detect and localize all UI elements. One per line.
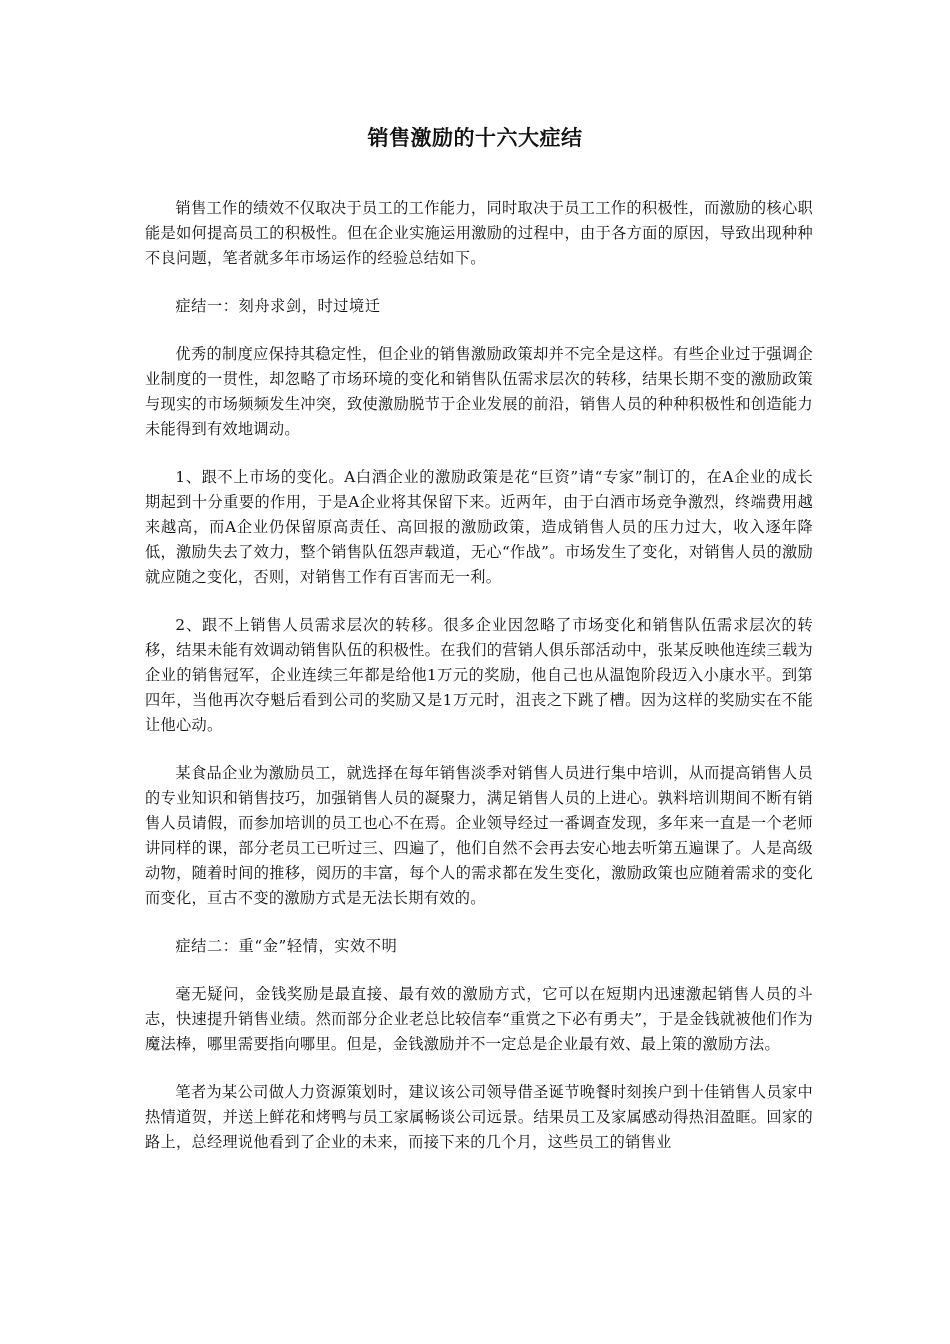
section-heading-1: 症结一：刻舟求剑，时过境迁 <box>175 297 381 315</box>
body-paragraph: 优秀的制度应保持其稳定性，但企业的销售激励政策却并不完全是这样。有些企业过于强调企业制度的一贯性，却忽略了市场环境的变化和销售队伍需求层次的转移，结果长期不变的激励政策与现实的市场频频发生冲突，致使激励脱节于企业发展的前沿，销售人员的种种积极性和创造能力未能得到有效地调动。 <box>145 345 813 438</box>
intro-paragraph: 销售工作的绩效不仅取决于员工的工作能力，同时取决于员工工作的积极性，而激励的核心职能是如何提高员工的积极性。但在企业实施运用激励的过程中，由于各方面的原因，导致出现种种不良问题，笔者就多年市场运作的经验总结如下。 <box>145 199 813 267</box>
body-paragraph: 1、跟不上市场的变化。A白酒企业的激励政策是花“巨资”请“专家”制订的，在A企业的成长期起到十分重要的作用，于是A企业将其保留下来。近两年，由于白酒市场竞争激烈，终端费用越来越高，而A企业仍保留原高责任、高回报的激励政策，造成销售人员的压力过大，收入逐年降低，激励失去了效力，整个销售队伍怨声载道，无心“作战”。市场发生了变化，对销售人员的激励就应随之变化，否则，对销售工作有百害而无一利。 <box>145 468 813 586</box>
body-paragraph: 毫无疑问，金钱奖励是最直接、最有效的激励方式，它可以在短期内迅速激起销售人员的斗志，快速提升销售业绩。然而部分企业老总比较信奉“重赏之下必有勇夫”，于是金钱就被他们作为魔法棒，哪里需要指向哪里。但是，金钱激励并不一定总是企业最有效、最上策的激励方法。 <box>145 985 813 1053</box>
body-paragraph: 某食品企业为激励员工，就选择在每年销售淡季对销售人员进行集中培训，从而提高销售人员的专业知识和销售技巧，加强销售人员的凝聚力，满足销售人员的上进心。孰料培训期间不断有销售人员请假，而参加培训的员工也心不在焉。企业领导经过一番调查发现，多年来一直是一个老师讲同样的课，部分老员工已听过三、四遍了，他们自然不会再去安心地去听第五遍课了。人是高级动物，随着时间的推移，阅历的丰富，每个人的需求都在发生变化，激励政策也应随着需求的变化而变化，亘古不变的激励方式是无法长期有效的。 <box>145 764 813 907</box>
document-body <box>145 196 813 1178</box>
body-paragraph: 2、跟不上销售人员需求层次的转移。很多企业因忽略了市场变化和销售队伍需求层次的转移，结果未能有效调动销售队伍的积极性。在我们的营销人俱乐部活动中，张某反映他连续三载为企业的销售冠军，企业连续三年都是给他1万元的奖励，他自己也从温饱阶段迈入小康水平。到第四年，当他再次夺魁后看到公司的奖励又是1万元时，沮丧之下跳了槽。因为这样的奖励实在不能让他心动。 <box>145 616 813 734</box>
body-paragraph: 笔者为某公司做人力资源策划时，建议该公司领导借圣诞节晚餐时刻挨户到十佳销售人员家中热情道贺，并送上鲜花和烤鸭与员工家属畅谈公司远景。结果员工及家属感动得热泪盈眶。回家的路上，总经理说他看到了企业的未来，而接下来的几个月，这些员工的销售业 <box>145 1083 813 1151</box>
section-heading-2: 症结二：重“金”轻情，实效不明 <box>175 937 398 955</box>
document-title: 销售激励的十六大症结 <box>367 126 583 150</box>
